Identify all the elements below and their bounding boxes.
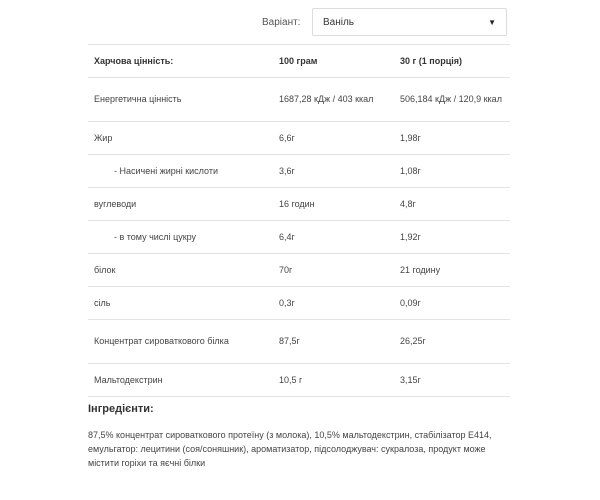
row-per100: 1687,28 кДж / 403 ккал — [273, 78, 394, 122]
row-name: вуглеводи — [88, 188, 273, 221]
row-name: - в тому числі цукру — [88, 221, 273, 254]
row-per100: 16 годин — [273, 188, 394, 221]
table-row — [88, 287, 510, 320]
variant-select[interactable] — [312, 8, 507, 36]
row-name: Енергетична цінність — [88, 78, 273, 122]
row-per-serving: 4,8г — [394, 188, 510, 221]
row-per100: 70г — [273, 254, 394, 287]
row-per100: 10,5 г — [273, 364, 394, 397]
table-row — [88, 320, 510, 364]
row-per100: 87,5г — [273, 320, 394, 364]
row-name: Концентрат сироваткового білка — [88, 320, 273, 364]
ingredients-text: 87,5% концентрат сироваткового протеїну (з молока), 10,5% мальтодекстрин, стабілізатор E414, емульгатор: лецитини (соя/соняшник), ароматизатор, підсолоджувач: сукралоза, продукт може містити горіхи та яєчні білки — [88, 430, 492, 468]
row-per-serving: 21 годину — [394, 254, 510, 287]
table-row — [88, 78, 510, 122]
nutrition-table — [88, 44, 510, 397]
ingredients-title: Інгредієнти: — [88, 403, 154, 415]
table-row — [88, 221, 510, 254]
row-per100: 6,4г — [273, 221, 394, 254]
row-per-serving: 3,15г — [394, 364, 510, 397]
dropdown-caret-icon: ▼ — [488, 17, 496, 27]
row-per-serving: 506,184 кДж / 120,9 ккал — [394, 78, 510, 122]
row-per-serving: 0,09г — [394, 287, 510, 320]
row-per100: 0,3г — [273, 287, 394, 320]
row-per-serving: 26,25г — [394, 320, 510, 364]
table-row — [88, 364, 510, 397]
variant-selected-value: Ваніль — [323, 16, 355, 28]
row-name: Мальтодекстрин — [88, 364, 273, 397]
table-row — [88, 188, 510, 221]
variant-row — [262, 8, 507, 36]
table-row — [88, 155, 510, 188]
table-header-row — [88, 45, 510, 78]
row-name: білок — [88, 254, 273, 287]
table-row — [88, 122, 510, 155]
row-per-serving: 1,98г — [394, 122, 510, 155]
header-per100: 100 грам — [273, 45, 394, 78]
table-row — [88, 254, 510, 287]
row-per-serving: 1,08г — [394, 155, 510, 188]
row-name: сіль — [88, 287, 273, 320]
variant-label: Варіант: — [262, 16, 301, 28]
row-per100: 6,6г — [273, 122, 394, 155]
header-per-serving: 30 г (1 порція) — [394, 45, 510, 78]
row-per100: 3,6г — [273, 155, 394, 188]
row-name: Жир — [88, 122, 273, 155]
row-per-serving: 1,92г — [394, 221, 510, 254]
header-nutrition: Харчова цінність: — [88, 45, 273, 78]
row-name: - Насичені жирні кислоти — [88, 155, 273, 188]
